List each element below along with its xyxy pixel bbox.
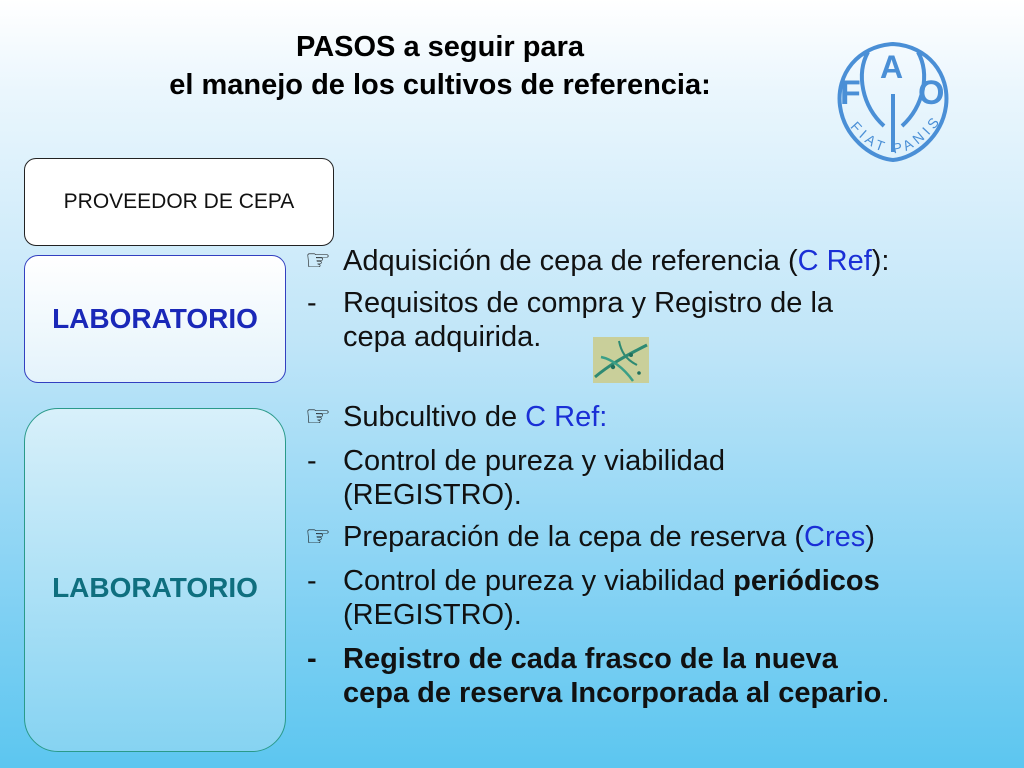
section2-item1: - Control de pureza y viabilidad (REGISTRO).	[307, 445, 726, 511]
title-line-1: PASOS a seguir para	[296, 31, 584, 63]
step-laboratorio-label-2: LABORATORIO	[52, 572, 258, 603]
step-laboratorio-box-2	[24, 408, 286, 752]
c-ref-term: C Ref:	[525, 401, 608, 433]
page-title	[60, 28, 820, 104]
step-proveedor-box	[24, 158, 334, 246]
microorganism-image-icon	[593, 337, 649, 383]
step-laboratorio-box-1	[24, 255, 286, 383]
section2-item3: - Registro de cada frasco de la nueva cepa de reserva Incorporada al cepario.	[307, 643, 890, 709]
dash-bullet: -	[307, 643, 317, 675]
pointing-hand-icon: ☞	[305, 245, 331, 277]
step-laboratorio-label-1: LABORATORIO	[52, 303, 258, 334]
fao-logo-icon	[818, 34, 968, 169]
logo-letter-f: F	[840, 74, 861, 112]
section1-item1: - Requisitos de compra y Registro de la cepa adquirida.	[307, 287, 834, 353]
logo-letter-o: O	[918, 74, 945, 112]
step-proveedor-label: PROVEEDOR DE CEPA	[63, 190, 295, 213]
pointing-hand-icon: ☞	[305, 521, 331, 553]
steps-content	[305, 244, 1005, 710]
pointing-hand-icon: ☞	[305, 401, 331, 433]
cres-term: Cres	[804, 521, 866, 553]
dash-bullet: -	[307, 287, 317, 319]
logo-motto: FIAT PANIS	[847, 111, 945, 157]
logo-letter-a: A	[880, 49, 904, 85]
c-ref-term: C Ref	[797, 245, 872, 277]
section2-heading2: ☞ Preparación de la cepa de reserva (Cres)	[305, 521, 875, 553]
dash-bullet: -	[307, 445, 317, 477]
section2-item2: - Control de pureza y viabilidad periódicos (REGISTRO).	[307, 565, 880, 631]
section1-heading: ☞ Adquisición de cepa de referencia (C Ref):	[305, 245, 890, 277]
dash-bullet: -	[307, 565, 317, 597]
title-line-2: el manejo de los cultivos de referencia:	[169, 69, 711, 101]
section2-heading: ☞ Subcultivo de C Ref:	[305, 401, 608, 433]
